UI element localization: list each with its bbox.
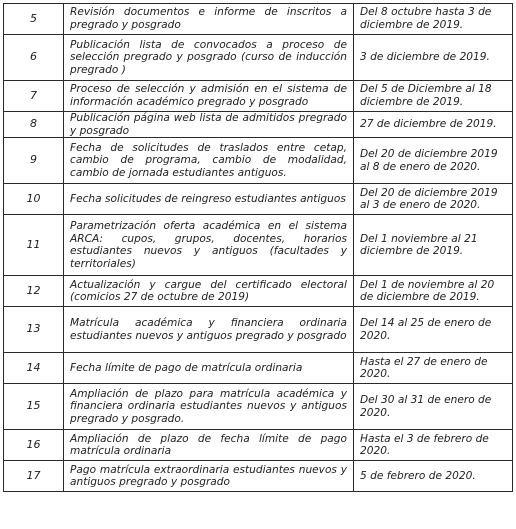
date-cell: Del 8 octubre hasta 3 de diciembre de 2019. [354, 4, 513, 35]
table-row [4, 184, 513, 215]
row-number: 9 [4, 138, 64, 184]
activity-cell: Proceso de selección y admisión en el sistema de información académico pregrado y posgrado [64, 81, 354, 112]
activity-cell: Pago matrícula extraordinaria estudiantes nuevos y antiguos pregrado y posgrado [64, 461, 354, 492]
table-row [4, 430, 513, 461]
date-cell: 5 de febrero de 2020. [354, 461, 513, 492]
row-number: 6 [4, 35, 64, 81]
date-cell: Del 1 noviembre al 21 diciembre de 2019. [354, 215, 513, 276]
row-number: 12 [4, 276, 64, 307]
table-row [4, 276, 513, 307]
activity-cell: Publicación lista de convocados a proceso de selección pregrado y posgrado (curso de inducción pregrado ) [64, 35, 354, 81]
table-row [4, 353, 513, 384]
activity-cell: Parametrización oferta académica en el sistema ARCA: cupos, grupos, docentes, horarios estudiantes nuevos y antiguos (facultades y territoriales) [64, 215, 354, 276]
activity-cell: Publicación página web lista de admitidos pregrado y posgrado [64, 112, 354, 138]
row-number: 13 [4, 307, 64, 353]
date-cell: Del 5 de Diciembre al 18 diciembre de 2019. [354, 81, 513, 112]
date-cell: Del 1 de noviembre al 20 de diciembre de 2019. [354, 276, 513, 307]
row-number: 14 [4, 353, 64, 384]
activity-cell: Ampliación de plazo para matrícula académica y financiera ordinaria estudiantes nuevos y antiguos pregrado y posgrado. [64, 384, 354, 430]
date-cell: 3 de diciembre de 2019. [354, 35, 513, 81]
table-row [4, 112, 513, 138]
row-number: 8 [4, 112, 64, 138]
table-row [4, 138, 513, 184]
schedule-table-body [4, 4, 513, 492]
activity-cell: Matrícula académica y financiera ordinaria estudiantes nuevos y antiguos pregrado y posgrado [64, 307, 354, 353]
activity-cell: Fecha límite de pago de matrícula ordinaria [64, 353, 354, 384]
row-number: 16 [4, 430, 64, 461]
table-row [4, 81, 513, 112]
schedule-table [3, 3, 513, 492]
schedule-document [3, 3, 512, 492]
row-number: 10 [4, 184, 64, 215]
table-row [4, 4, 513, 35]
row-number: 15 [4, 384, 64, 430]
date-cell: Hasta el 27 de enero de 2020. [354, 353, 513, 384]
table-row [4, 307, 513, 353]
row-number: 7 [4, 81, 64, 112]
activity-cell: Revisión documentos e informe de inscritos a pregrado y posgrado [64, 4, 354, 35]
table-row [4, 215, 513, 276]
table-row [4, 461, 513, 492]
activity-cell: Ampliación de plazo de fecha límite de pago matrícula ordinaria [64, 430, 354, 461]
row-number: 11 [4, 215, 64, 276]
date-cell: Del 14 al 25 de enero de 2020. [354, 307, 513, 353]
table-row [4, 384, 513, 430]
date-cell: Del 30 al 31 de enero de 2020. [354, 384, 513, 430]
row-number: 17 [4, 461, 64, 492]
row-number: 5 [4, 4, 64, 35]
date-cell: Hasta el 3 de febrero de 2020. [354, 430, 513, 461]
date-cell: 27 de diciembre de 2019. [354, 112, 513, 138]
activity-cell: Fecha de solicitudes de traslados entre cetap, cambio de programa, cambio de modalidad, cambio de jornada estudiantes antiguos. [64, 138, 354, 184]
date-cell: Del 20 de diciembre 2019 al 8 de enero de 2020. [354, 138, 513, 184]
date-cell: Del 20 de diciembre 2019 al 3 de enero de 2020. [354, 184, 513, 215]
activity-cell: Fecha solicitudes de reingreso estudiantes antiguos [64, 184, 354, 215]
table-row [4, 35, 513, 81]
activity-cell: Actualización y cargue del certificado electoral (comicios 27 de octubre de 2019) [64, 276, 354, 307]
